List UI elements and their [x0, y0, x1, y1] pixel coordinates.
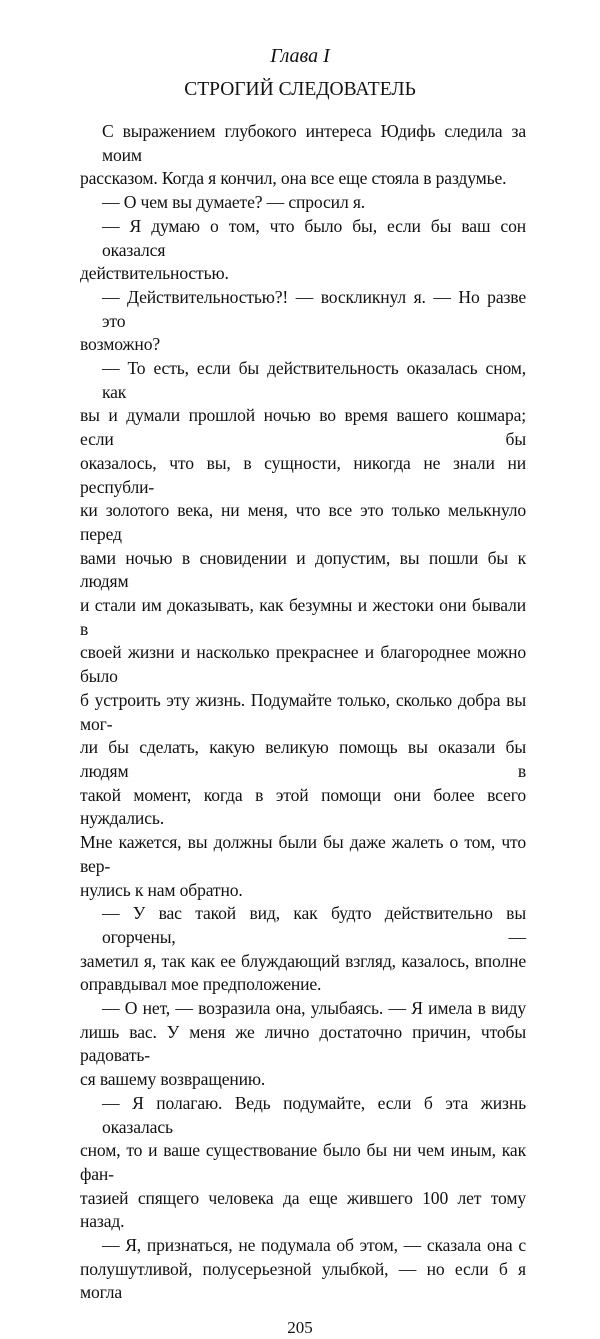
text-line: — О чем вы думаете? — спросил я. — [102, 192, 366, 213]
text-line: — Я, признаться, не подумала об этом, — сказала она с — [102, 1235, 526, 1256]
text-line: Мне кажется, вы должны были бы даже жалеть о том, что вер- — [80, 832, 526, 876]
text-line: б устроить эту жизнь. Подумайте только, сколько добра вы мог- — [80, 689, 526, 734]
text-line: С выражением глубокого интереса Юдифь следила за моим — [102, 121, 526, 165]
text-line: полушутливой, полусерьезной улыбкой, — но если б я могла — [80, 1258, 526, 1303]
text-line: своей жизни и насколько прекраснее и благороднее можно было — [80, 642, 526, 687]
text-line: возможно? — [80, 334, 161, 355]
chapter-title: СТРОГИЙ СЛЕДОВАТЕЛЬ — [184, 79, 416, 100]
body-text — [80, 120, 526, 1305]
text-line: тазией спящего человека да еще жившего 100 лет тому назад. — [80, 1187, 526, 1232]
text-line: ся вашему возвращению. — [80, 1069, 266, 1090]
text-line: оправдывал мое предположение. — [80, 974, 322, 995]
text-line: ки золотого века, ни меня, что все это только мелькнуло перед — [80, 500, 526, 544]
text-line: сном, то и ваше существование было бы ни чем иным, как фан- — [80, 1140, 526, 1184]
text-line: и стали им доказывать, как безумны и жестоки они бывали в — [80, 595, 526, 639]
text-line: рассказом. Когда я кончил, она все еще стояла в раздумье. — [80, 168, 507, 189]
text-line: — То есть, если бы действительность оказалась сном, как — [102, 358, 526, 402]
text-line: — Я полагаю. Ведь подумайте, если б эта жизнь оказалась — [102, 1092, 526, 1137]
text-line: оказалось, что вы, в сущности, никогда не знали ни республи- — [80, 452, 526, 497]
text-line: — Я думаю о том, что было бы, если бы ваш сон оказался — [102, 215, 526, 260]
text-line: — Действительностью?! — воскликнул я. — Но разве это — [102, 286, 526, 331]
text-line: нулись к нам обратно. — [80, 879, 243, 900]
text-line: — У вас такой вид, как будто действительно вы огорчены, — — [102, 903, 526, 947]
text-line: такой момент, когда в этой помощи они более всего нуждались. — [80, 784, 526, 829]
page-number: 205 — [287, 1318, 313, 1337]
text-line: вы и думали прошлой ночью во время вашего кошмара; если бы — [80, 405, 526, 450]
text-line: ли бы сделать, какую великую помощь вы оказали бы людям в — [80, 737, 526, 781]
text-line: — О нет, — возразила она, улыбаясь. — Я имела в виду — [102, 998, 526, 1019]
text-line: вами ночью в сновидении и допустим, вы пошли бы к людям — [80, 547, 526, 592]
text-line: заметил я, так как ее блуждающий взгляд, казалось, вполне — [80, 950, 526, 971]
chapter-label: Глава I — [270, 45, 330, 67]
text-line: лишь вас. У меня же лично достаточно причин, чтобы радовать- — [80, 1021, 526, 1066]
text-line: действительностью. — [80, 263, 229, 284]
